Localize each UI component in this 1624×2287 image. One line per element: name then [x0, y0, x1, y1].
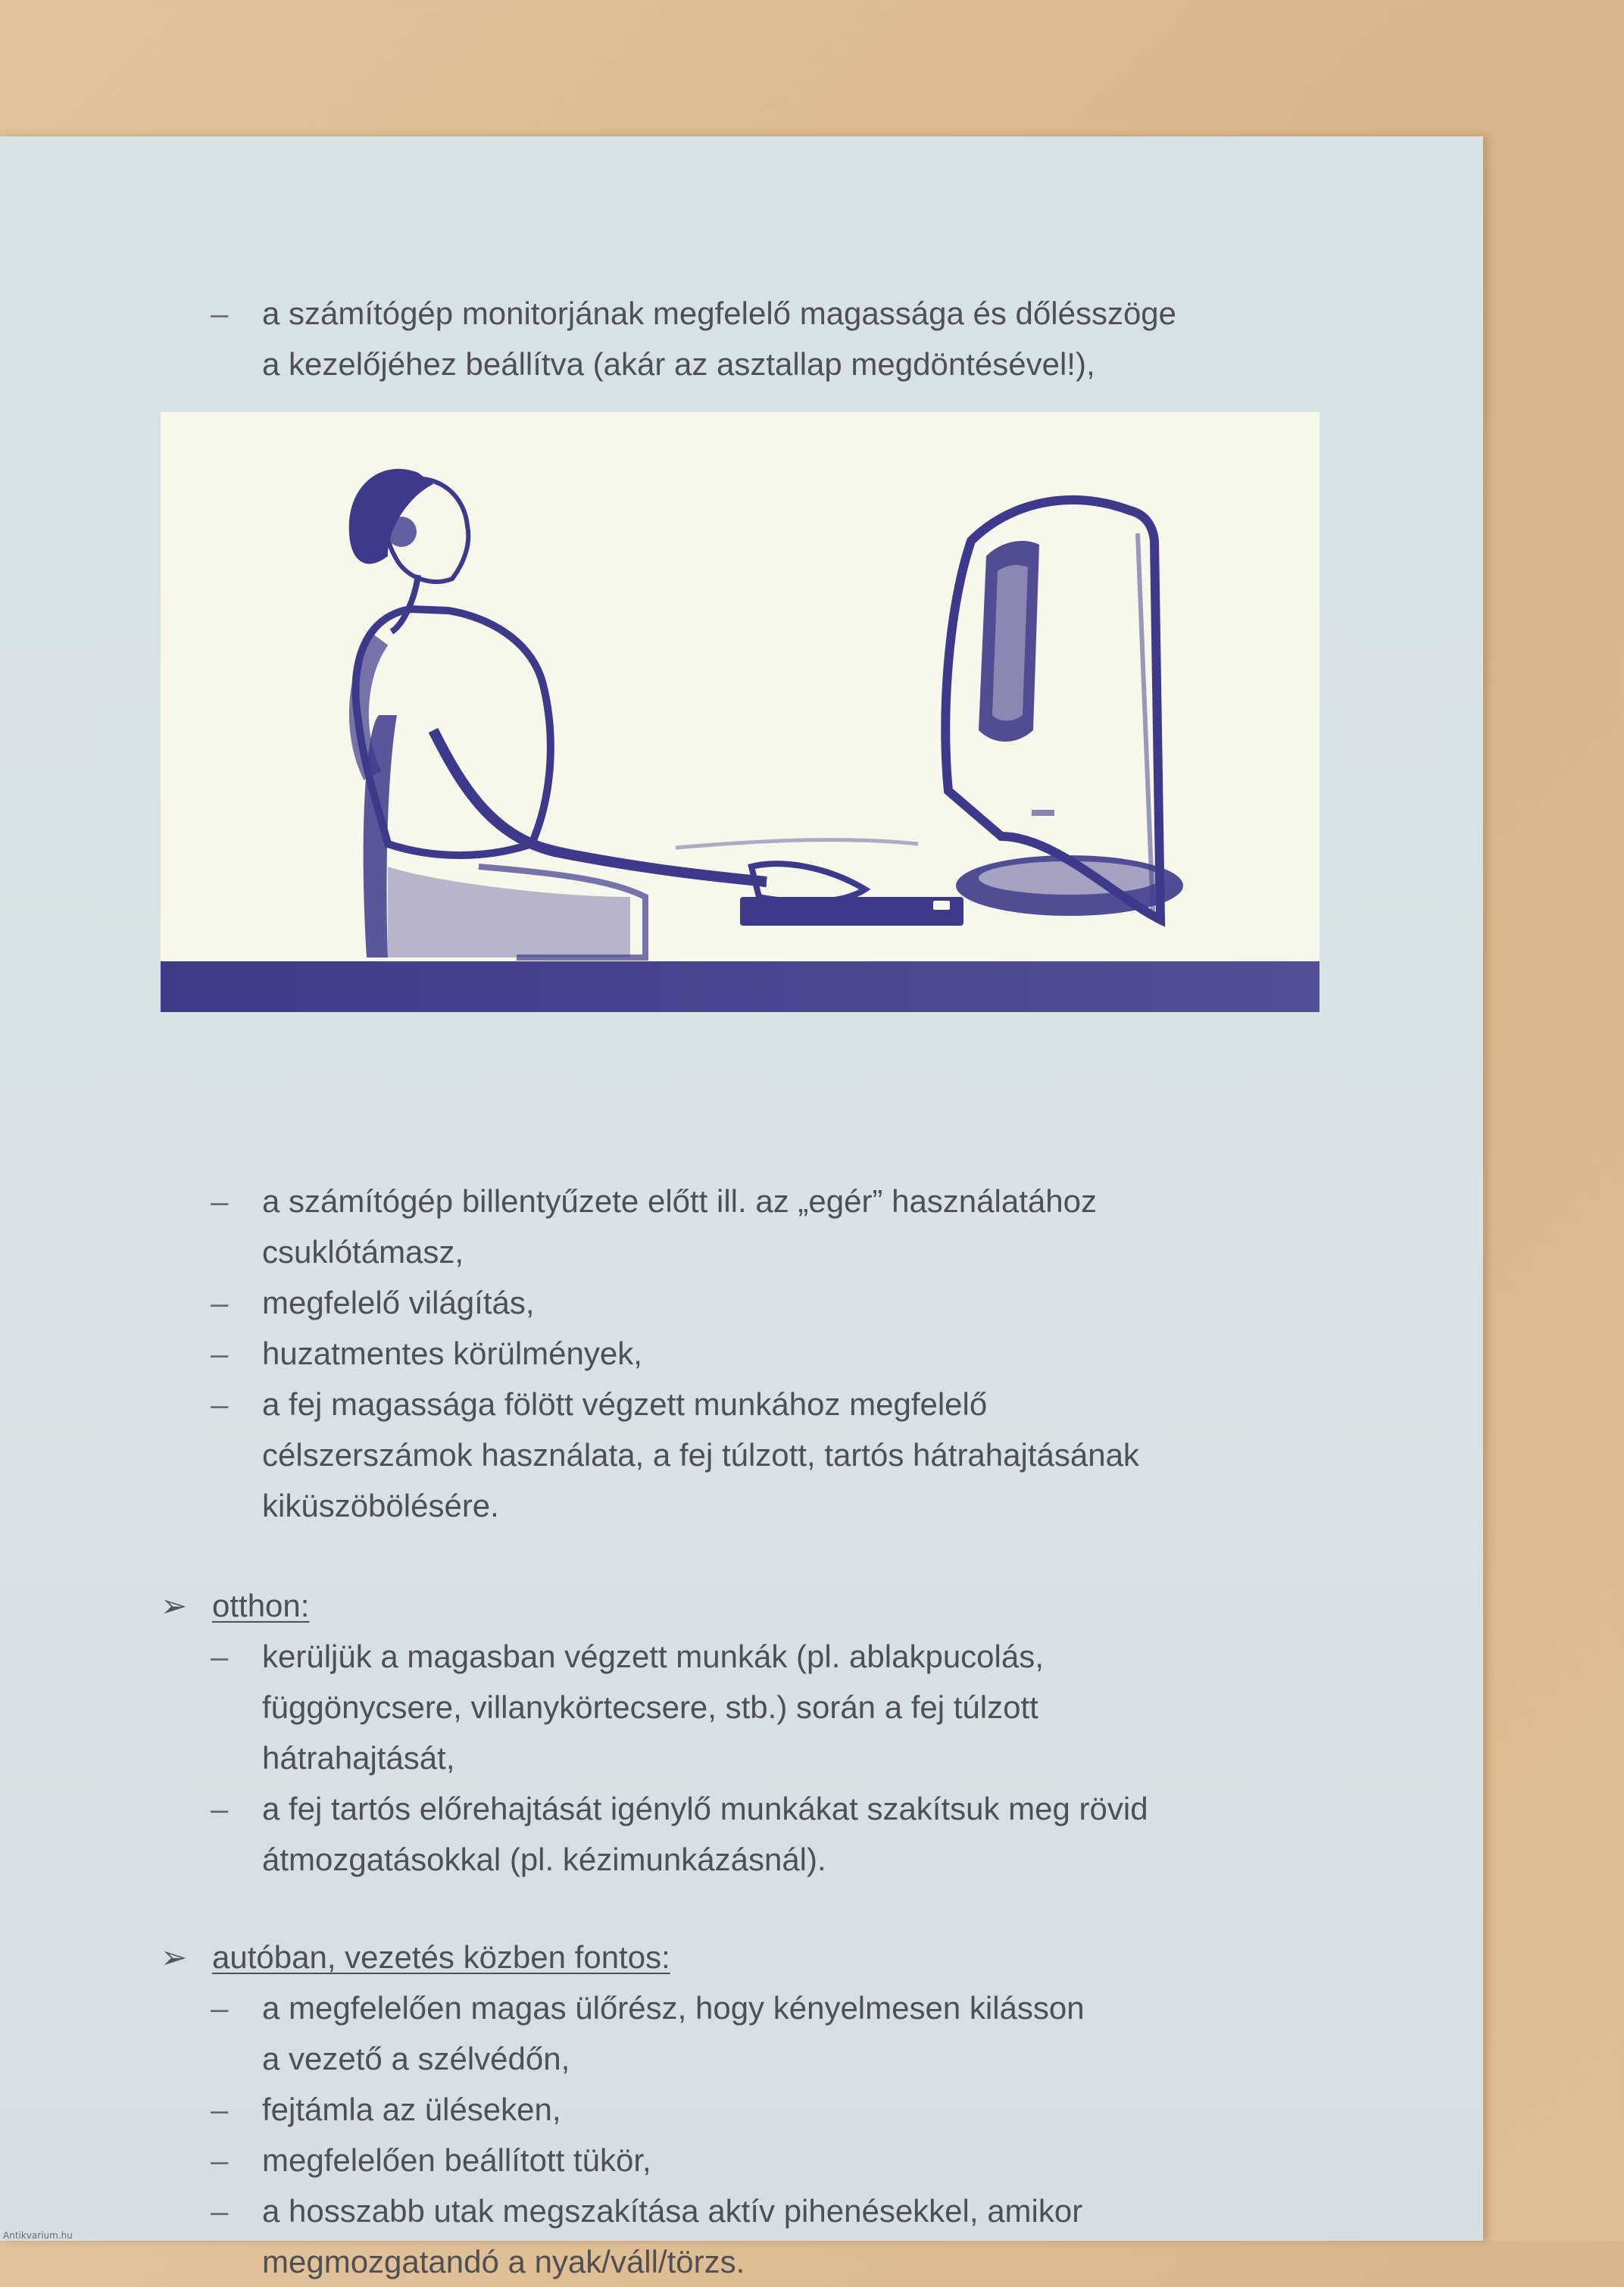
section-label: autóban, vezetés közben fontos:	[212, 1939, 670, 1975]
list-item-line: kiküszöbölésére.	[262, 1488, 499, 1523]
list-item-line: a fej magassága fölött végzett munkához megfelelő	[262, 1386, 988, 1422]
dash-bullet: –	[211, 1386, 229, 1422]
list-item	[211, 1982, 1332, 2084]
list-item-line: a kezelőjéhez beállítva (akár az asztallap megdöntésével!),	[262, 346, 1095, 382]
list-item-line: a fej tartós előrehajtását igénylő munkákat szakítsuk meg rövid	[262, 1791, 1148, 1826]
keyboard	[740, 897, 963, 926]
list-item	[211, 288, 1332, 389]
list-item	[211, 2135, 1332, 2185]
list-item-line: fejtámla az üléseken,	[262, 2092, 561, 2127]
list-item	[211, 2185, 1332, 2287]
list-item	[211, 1277, 1332, 1328]
blue-band	[161, 961, 1320, 1012]
arrow-bullet-icon: ➢	[161, 1588, 188, 1623]
list-item	[211, 1631, 1332, 1783]
list-item	[211, 1176, 1332, 1277]
list-item-line: a hosszabb utak megszakítása aktív pihenésekkel, amikor	[262, 2193, 1083, 2229]
dash-bullet: –	[211, 1990, 229, 2026]
list-item-line: célszerszámok használata, a fej túlzott, tartós hátrahajtásának	[262, 1437, 1139, 1473]
list-item-line: a vezető a szélvédőn,	[262, 2041, 570, 2076]
dash-bullet: –	[211, 1183, 229, 1219]
list-item-line: csuklótámasz,	[262, 1234, 464, 1270]
list-item	[211, 1783, 1332, 1885]
page-content	[0, 136, 1483, 2279]
dash-bullet: –	[211, 1285, 229, 1320]
brochure-page	[0, 136, 1483, 2279]
watermark-text: Antikvarium.hu	[3, 2230, 73, 2241]
dash-bullet: –	[211, 1336, 229, 1371]
list-item-line: a számítógép billentyűzete előtt ill. az „egér” használatához	[262, 1183, 1097, 1219]
illustration-svg	[161, 412, 1320, 1012]
dash-bullet: –	[211, 1791, 229, 1826]
list-item-line: függönycsere, villanykörtecsere, stb.) során a fej túlzott	[262, 1689, 1038, 1725]
section-heading-car	[161, 1932, 670, 1982]
arrow-bullet-icon: ➢	[161, 1939, 188, 1975]
list-item-line: a megfelelően magas ülőrész, hogy kényelmesen kilásson	[262, 1990, 1085, 2026]
section-heading-home	[161, 1580, 309, 1631]
person-neck	[392, 575, 418, 632]
dash-bullet: –	[211, 2142, 229, 2178]
list-item-line: hátrahajtását,	[262, 1740, 455, 1776]
dash-bullet: –	[211, 2092, 229, 2127]
list-item-line: megfelelő világítás,	[262, 1285, 535, 1320]
list-item-line: megfelelően beállított tükör,	[262, 2142, 651, 2178]
ergonomic-workstation-illustration	[161, 412, 1320, 1012]
person-hands	[751, 864, 865, 901]
list-item-line: huzatmentes körülmények,	[262, 1336, 642, 1371]
list-item	[211, 1328, 1332, 1379]
person-ear	[386, 517, 417, 547]
list-item	[211, 2084, 1332, 2135]
list-item-line: átmozgatásokkal (pl. kézimunkázásnál).	[262, 1842, 826, 1877]
list-item-line: megmozgatandó a nyak/váll/törzs.	[262, 2244, 745, 2279]
list-item-line: kerüljük a magasban végzett munkák (pl. ablakpucolás,	[262, 1639, 1044, 1674]
dash-bullet: –	[211, 295, 229, 331]
section-label: otthon:	[212, 1588, 310, 1623]
list-item-line: a számítógép monitorjának megfelelő magassága és dőlésszöge	[262, 295, 1177, 331]
list-item	[211, 1379, 1332, 1531]
dash-bullet: –	[211, 1639, 229, 1674]
dash-bullet: –	[211, 2193, 229, 2229]
